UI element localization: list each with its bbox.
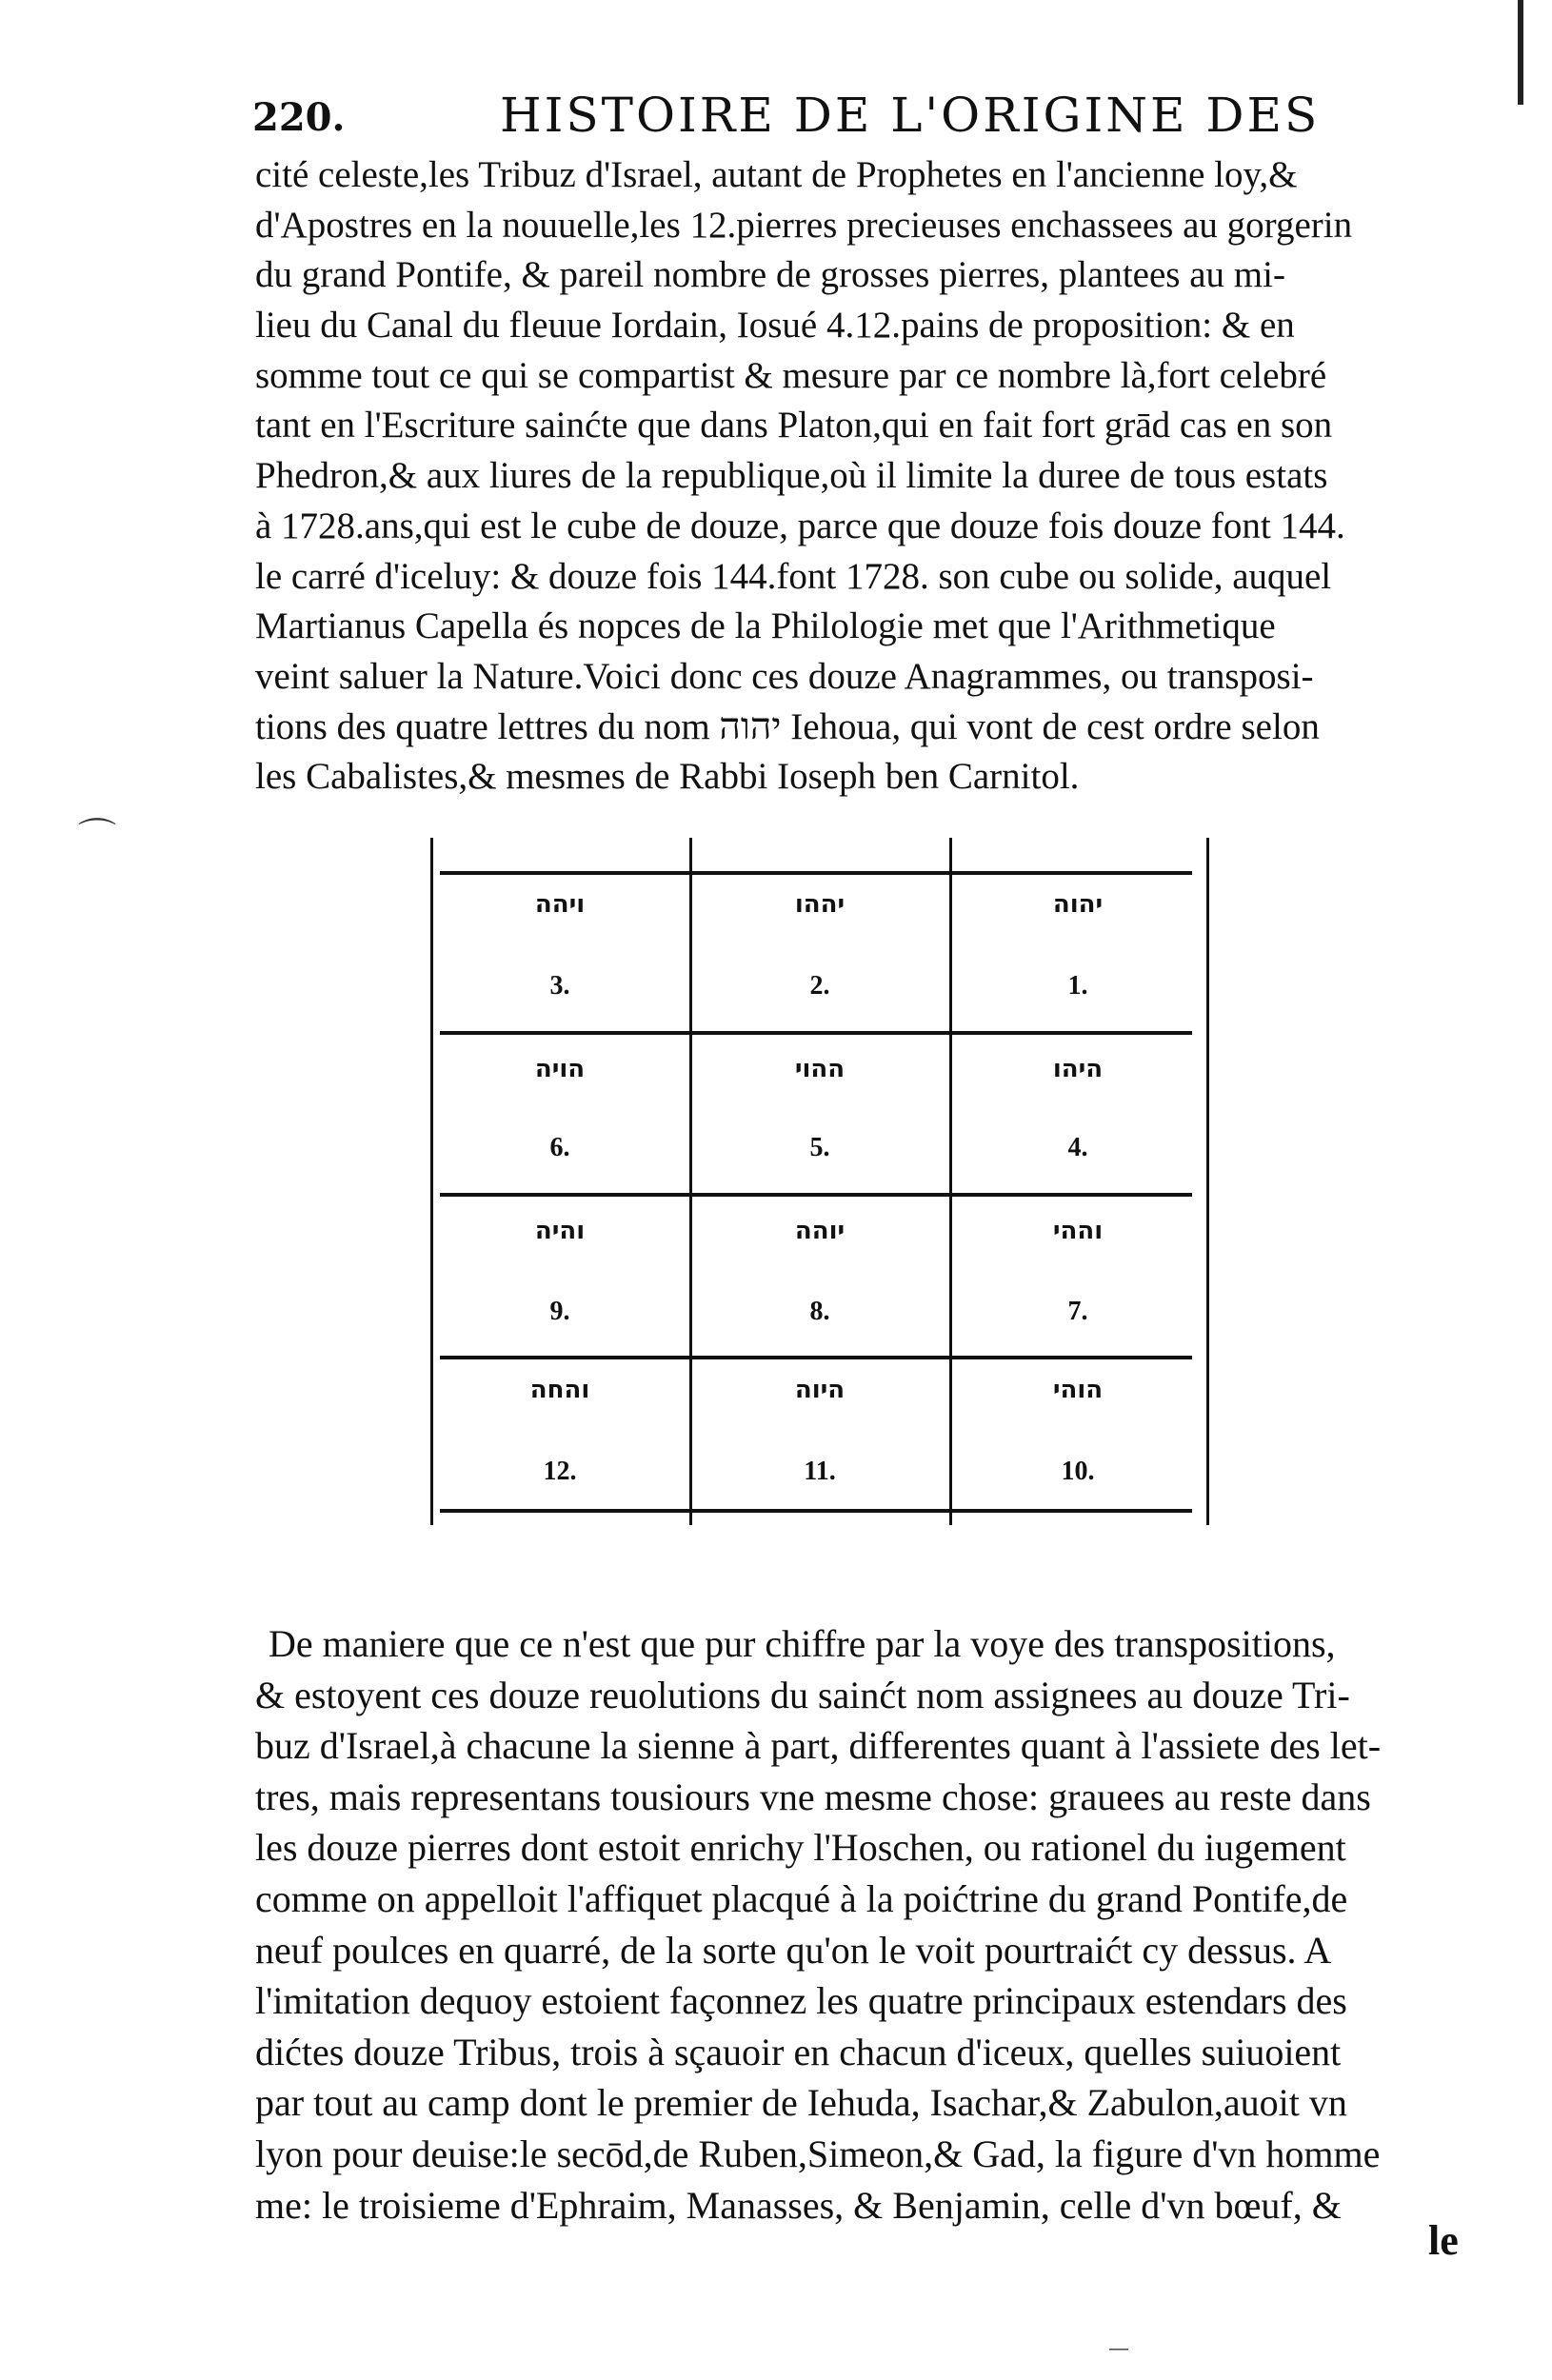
table-row-rule xyxy=(440,1356,1192,1359)
anagram-number: 3. xyxy=(549,971,570,1001)
text-line: tant en l'Escriture sainćte que dans Platon,qui en fait fort grād cas en son xyxy=(255,405,1333,446)
anagram-number: 5. xyxy=(809,1133,830,1162)
text-line: le carré d'iceluy: & douze fois 144.font 1728. son cube ou solide, auquel xyxy=(255,555,1332,597)
text-line: du grand Pontife, & pareil nombre de grosses pierres, plantees au mi- xyxy=(255,254,1285,296)
text-line: comme on appelloit l'affiquet placqué à la poićtrine du grand Pontife,de xyxy=(255,1876,1348,1920)
text-line: buz d'Israel,à chacune la sienne à part, differentes quant à l'assiete des let- xyxy=(255,1724,1382,1768)
anagram-number: 9. xyxy=(549,1297,570,1326)
anagram-number: 8. xyxy=(809,1297,830,1326)
table-vertical-rule xyxy=(949,838,952,1525)
anagram-hebrew: ויהה xyxy=(534,890,586,919)
table-row-rule xyxy=(440,1509,1192,1513)
anagram-hebrew: והחה xyxy=(529,1376,590,1404)
anagram-hebrew: הויה xyxy=(534,1055,586,1083)
text-line: me: le troisieme d'Ephraim, Manasses, & Benjamin, celle d'vn bœuf, & xyxy=(255,2183,1342,2227)
catchword: le xyxy=(1428,2217,1459,2264)
anagram-number: 6. xyxy=(549,1133,570,1162)
text-line: à 1728.ans,qui est le cube de douze, parce que douze fois douze font 144. xyxy=(255,505,1345,546)
anagram-number: 10. xyxy=(1061,1457,1095,1486)
text-line: l'imitation dequoy estoient façonnez les quatre principaux estendars des xyxy=(255,1979,1347,2023)
anagram-number: 1. xyxy=(1067,971,1088,1001)
page-header xyxy=(252,88,1321,145)
table-vertical-rule xyxy=(1206,838,1209,1525)
anagram-table xyxy=(430,838,1209,1525)
text-line: les Cabalistes,& mesmes de Rabbi Ioseph ben Carnitol. xyxy=(255,756,1080,798)
anagram-hebrew: היהו xyxy=(1052,1055,1104,1083)
page-edge-shadow xyxy=(1518,0,1523,105)
anagram-number: 7. xyxy=(1067,1297,1088,1326)
table-vertical-rule xyxy=(689,838,692,1525)
anagram-hebrew: יהוה xyxy=(1052,890,1104,919)
text-line: par tout au camp dont le premier de Iehuda, Isachar,& Zabulon,auoit vn xyxy=(255,2081,1347,2125)
running-head: HISTOIRE DE L'ORIGINE DES xyxy=(500,88,1321,143)
text-line: Phedron,& aux liures de la republique,où il limite la duree de tous estats xyxy=(255,455,1328,497)
text-line: cité celeste,les Tribuz d'Israel, autant de Prophetes en l'ancienne loy,& xyxy=(255,154,1298,195)
anagram-number: 4. xyxy=(1067,1133,1088,1162)
top-paragraph xyxy=(255,150,1493,803)
table-row-rule xyxy=(440,1193,1192,1197)
anagram-hebrew: היוה xyxy=(794,1376,846,1404)
anagram-hebrew: וההי xyxy=(1052,1217,1104,1245)
anagram-number: 2. xyxy=(809,971,830,1001)
text-line: veint saluer la Nature.Voici donc ces douze Anagrammes, ou transposi- xyxy=(255,655,1314,697)
text-line: tres, mais representans tousiours vne mesme chose: grauees au reste dans xyxy=(255,1775,1371,1818)
stray-mark: ⌒ xyxy=(78,817,116,859)
text-line: Martianus Capella és nopces de la Philologie met que l'Arithmetique xyxy=(255,605,1276,647)
text-line: lyon pour deuise:le secōd,de Ruben,Simeon,& Gad, la figure d'vn homme xyxy=(255,2132,1381,2175)
text-line: De maniere que ce n'est que pur chiffre par la voye des transpositions, xyxy=(269,1622,1336,1665)
anagram-hebrew: ההוי xyxy=(794,1055,846,1083)
anagram-hebrew: והיה xyxy=(534,1217,586,1245)
page-number: 220. xyxy=(252,95,346,140)
text-line: les douze pierres dont estoit enrichy l'Hoschen, ou rationel du iugement xyxy=(255,1826,1346,1870)
table-row-rule xyxy=(440,1031,1192,1035)
table-vertical-rule xyxy=(430,838,433,1525)
text-line: neuf poulces en quarré, de la sorte qu'on le voit pourtraićt cy dessus. A xyxy=(255,1928,1332,1972)
text-line: somme tout ce qui se compartist & mesure par ce nombre là,fort celebré xyxy=(255,354,1327,396)
table-row-rule xyxy=(440,871,1192,875)
bottom-paragraph xyxy=(255,1618,1493,2231)
anagram-hebrew: יההו xyxy=(794,890,846,919)
anagram-number: 12. xyxy=(543,1457,577,1486)
text-line: dićtes douze Tribus, trois à sçauoir en chacun d'iceux, quelles suiuoient xyxy=(255,2030,1342,2073)
text-line: & estoyent ces douze reuolutions du sainćt nom assignees au douze Tri- xyxy=(255,1673,1350,1716)
anagram-number: 11. xyxy=(804,1457,836,1486)
anagram-hebrew: הוהי xyxy=(1052,1376,1104,1404)
text-line: tions des quatre lettres du nom יהוה Iehoua, qui vont de cest ordre selon xyxy=(255,705,1320,747)
text-line: d'Apostres en la nouuelle,les 12.pierres precieuses enchassees au gorgerin xyxy=(255,204,1353,246)
anagram-hebrew: יוהה xyxy=(794,1217,846,1245)
text-line: lieu du Canal du fleuue Iordain, Iosué 4.12.pains de proposition: & en xyxy=(255,305,1295,347)
stray-mark: — xyxy=(1109,2338,1128,2359)
